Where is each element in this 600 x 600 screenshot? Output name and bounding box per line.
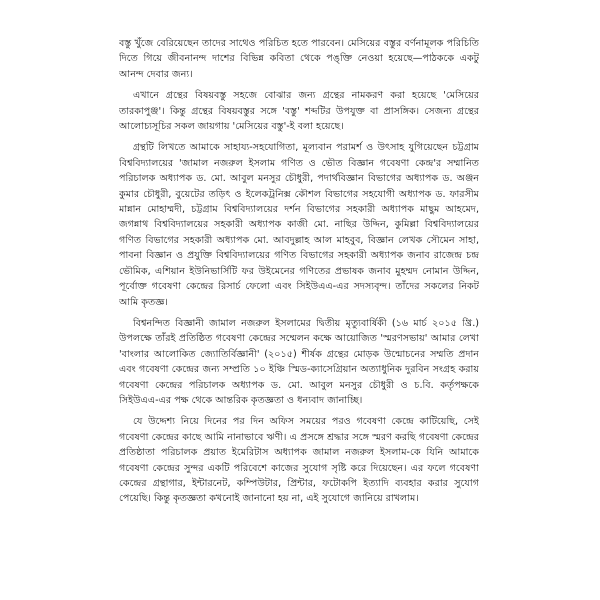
paragraph-acknowledgements: গ্রন্থটি লিখতে আমাকে সাহায্য-সহযোগিতা, মূল্যবান পরামর্শ ও উৎসাহ যুগিয়েছেন চট্টগ্রাম বিশ্ববিদ্যালয়ের 'জামাল নজরুল ইসলাম গণিত ও ভৌত বিজ্ঞান গবেষণা কেন্দ্র'র সম্মানিত পরিচালক অধ্যাপক ড. মো. আবুল মনসুর চৌধুরী, পদার্থবিজ্ঞান বিভাগের অধ্যাপক ড. অঞ্জন কুমার চৌধুরী, বুয়েটের তড়িৎ ও ইলেকট্রনিক্স কৌশল বিভাগের সহযোগী অধ্যাপক ড. ফারসীম মান্নান মোহাম্মদী, চট্টগ্রাম বিশ্ববিদ্যালয়ের দর্শন বিভাগের সহকারী অধ্যাপক মাছুম আহমেদ, জগন্নাথ বিশ্ববিদ্যালয়ের সহকারী অধ্যাপক কাজী মো. নাছির উদ্দিন, কুমিল্লা বিশ্ববিদ্যালয়ের গণিত বিভাগের সহকারী অধ্যাপক মো. আবদুল্লাহ আল মাহবুব, বিজ্ঞান লেখক সৌমেন সাহা, পাবনা বিজ্ঞান ও প্রযুক্তি বিশ্ববিদ্যালয়ের গণিত বিভাগের সহকারী অধ্যাপক জনাব রাজেন্দ্র চন্দ্র ভৌমিক, এশিয়ান ইউনিভার্সিটি ফর উইমেনের গণিতের প্রভাষক জনাব মুহম্মদ নোমান উদ্দিন, পূর্বোক্ত গবেষণা কেন্দ্রের রিসার্চ ফেলো এবং সিইউএএ-এর সদস্যবৃন্দ। তাঁদের সকলের নিকট আমি কৃতজ্ঞ। bbox=[119, 142, 479, 308]
paragraph-research-centre: যে উদ্দেশ্য নিয়ে দিনের পর দিন অফিস সময়ের পরও গবেষণা কেন্দ্রে কাটিয়েছি, সেই গবেষণা কেন্দ্রের কাছে আমি নানাভাবে ঋণী। এ প্রসঙ্গে শ্রদ্ধার সঙ্গে স্মরণ করছি গবেষণা কেন্দ্রের প্রতিষ্ঠাতা পরিচালক প্রয়াত ইমেরিটাস অধ্যাপক জামাল নজরুল ইসলাম-কে যিনি আমাকে গবেষণা কেন্দ্রের সুন্দর একটি পরিবেশে কাজের সুযোগ সৃষ্টি করে দিয়েছেন। এর ফলে গবেষণা কেন্দ্রের গ্রন্থাগার, ইন্টারনেট, কম্পিউটার, প্রিন্টার, ফটোকপি ইত্যাদি ব্যবহার করার সুযোগ পেয়েছি। কিন্তু কৃতজ্ঞতা কখনোই জানানো হয় না, এই সুযোগে জানিয়ে রাখলাম। bbox=[119, 416, 479, 505]
paragraph-memorial-thanks: বিশ্বনন্দিত বিজ্ঞানী জামাল নজরুল ইসলামের দ্বিতীয় মৃত্যুবার্ষিকী (১৬ মার্চ ২০১৫ খ্রি.) উপলক্ষে তাঁরই প্রতিষ্ঠিত গবেষণা কেন্দ্রের সম্মেলন কক্ষে আয়োজিত 'স্মরণসভায়' আমার লেখা 'বাংলার আলোকিত জ্যোতির্বিজ্ঞানী' (২০১৫) শীর্ষক গ্রন্থের মোড়ক উন্মোচনের সম্মতি প্রদান এবং গবেষণা কেন্দ্রের জন্য সম্প্রতি ১০ ইঞ্চি স্মিড-ক্যাসেগ্রিয়ান অত্যাধুনিক দুরবিন সংগ্রহ করায় গবেষণা কেন্দ্রের পরিচালক অধ্যাপক ড. মো. আবুল মনসুর চৌধুরী ও চ.বি. কর্তৃপক্ষকে সিইউএএ-এর পক্ষ থেকে আন্তরিক কৃতজ্ঞতা ও ধন্যবাদ জানাচ্ছি। bbox=[119, 317, 479, 406]
text-column bbox=[119, 36, 479, 588]
paragraph-book-title: এখানে গ্রন্থের বিষয়বস্তু সহজে বোঝার জন্য গ্রন্থের নামকরণ করা হয়েছে 'মেসিয়ের তারকাপুঞ্জ'। কিন্তু গ্রন্থের বিষয়বস্তুর সঙ্গে 'বস্তু' শব্দটির উপযুক্ত বা প্রাসঙ্গিক। সেজন্য গ্রন্থের আলোচ্যসূচির সকল জায়গায় 'মেসিয়ের বস্তু'-ই বলা হয়েছে। bbox=[119, 90, 479, 133]
paragraph-messier-description: বস্তু খুঁজে বেরিয়েছেন তাদের সাথেও পরিচিত হতে পারবেন। মেসিয়ের বস্তুর বর্ণনামূলক পরিচিতি দিতে গিয়ে জীবনানন্দ দাশের বিভিন্ন কবিতা থেকে পঙ্‌ক্তি নেওয়া হয়েছে—পাঠককে একটু আনন্দ দেবার জন্য। bbox=[119, 38, 479, 80]
